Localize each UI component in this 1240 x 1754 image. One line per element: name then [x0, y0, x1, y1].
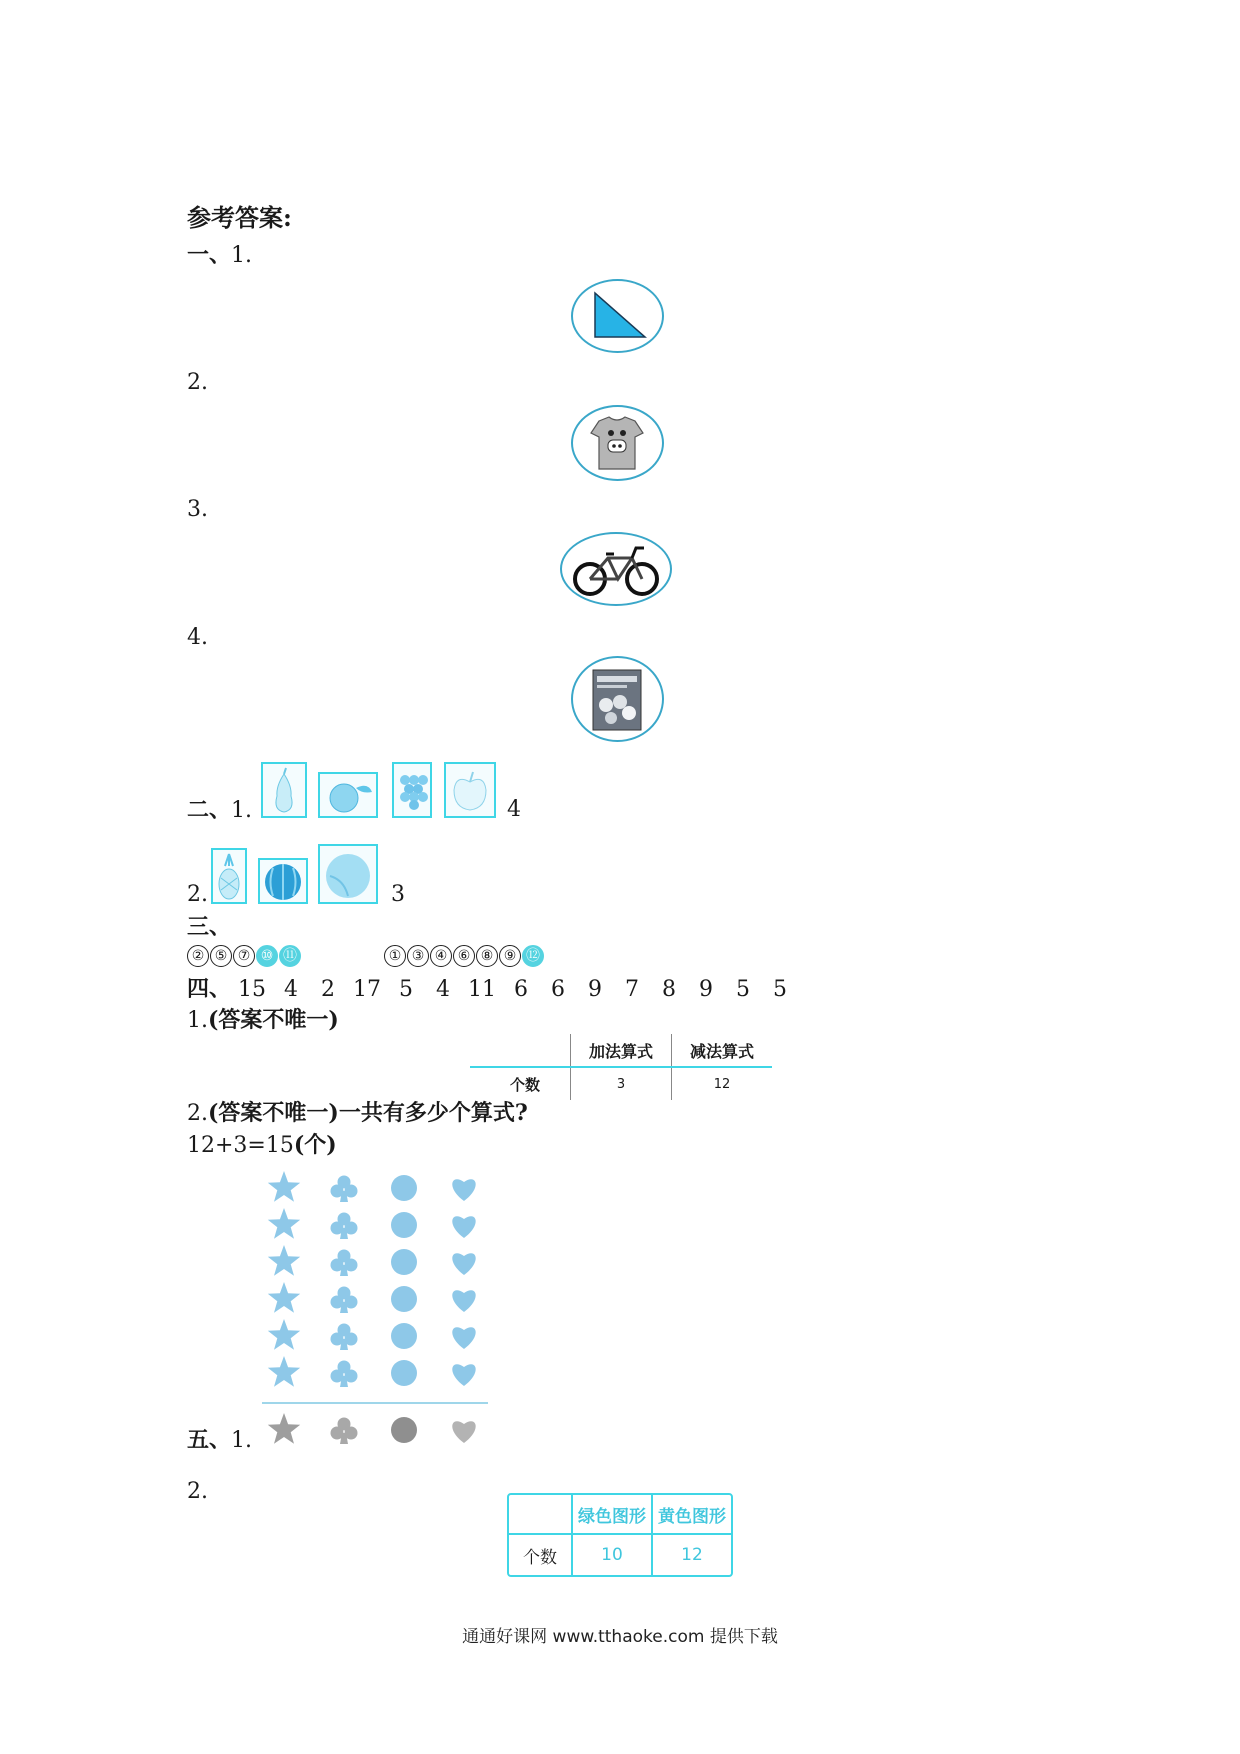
- item-3-label: 3.: [187, 497, 208, 522]
- circled-number: ①: [384, 945, 406, 967]
- equation-expr: 12+3=15: [187, 1133, 294, 1158]
- shape-grid: [262, 1168, 492, 1408]
- s2-row2-prefix: 2.: [187, 882, 208, 907]
- circled-number-highlight: ⑫: [522, 945, 544, 967]
- s3-group-2: [384, 945, 545, 967]
- circled-number: ②: [187, 945, 209, 967]
- section-1-heading: [187, 242, 252, 269]
- t1-header-add: 加法算式: [571, 1034, 672, 1067]
- sequence-number: 5: [736, 977, 751, 1002]
- star-icon: [268, 1282, 300, 1313]
- t1-corner: [470, 1034, 571, 1067]
- grey-shape-row-svg: [262, 1408, 492, 1448]
- heart-icon: [452, 1290, 475, 1312]
- grapes-icon: [394, 764, 430, 816]
- pig-tshirt-icon: [573, 407, 662, 479]
- sequence-number: 17: [353, 977, 382, 1002]
- s4-q2-num: 2.: [187, 1101, 208, 1126]
- s4-q1-text: (答案不唯一): [208, 1007, 339, 1033]
- circle-icon: [391, 1286, 417, 1312]
- pear-box: [261, 762, 307, 818]
- shape-grid-svg: [262, 1168, 492, 1408]
- t2-header-yellow: 黄色图形: [652, 1495, 731, 1534]
- s2-row1-answer: 4: [507, 797, 521, 822]
- heart-icon: [452, 1216, 475, 1238]
- section-5-label: 五、: [187, 1427, 232, 1453]
- book-cover-icon: [573, 658, 662, 740]
- star-icon: [268, 1245, 300, 1276]
- circle-icon: [391, 1175, 417, 1201]
- star-icon: [268, 1413, 300, 1444]
- club-icon: [331, 1418, 358, 1445]
- s5-q1-num: 1.: [231, 1428, 253, 1453]
- sequence-number: 6: [551, 977, 566, 1002]
- circled-number: ⑧: [476, 945, 498, 967]
- circled-number: ⑦: [233, 945, 255, 967]
- grid-divider: [262, 1402, 488, 1404]
- sequence-number: 5: [399, 977, 414, 1002]
- watermelon-icon: [260, 860, 306, 902]
- star-icon: [268, 1356, 300, 1387]
- pear-icon: [263, 764, 305, 816]
- apple-box: [444, 762, 496, 818]
- sequence-number: 11: [468, 977, 497, 1002]
- circled-number: ⑥: [453, 945, 475, 967]
- section-4-label: 四、: [187, 976, 232, 1002]
- section-2-label: 二、: [187, 797, 232, 823]
- tshirt-answer: [571, 405, 664, 481]
- section-5-row1: [187, 1427, 252, 1454]
- item-1-label: 1.: [231, 243, 253, 268]
- club-icon: [331, 1324, 358, 1351]
- heart-icon: [452, 1253, 475, 1275]
- equation-unit: (个): [293, 1132, 337, 1158]
- watermelon-box: [258, 858, 308, 904]
- club-icon: [331, 1250, 358, 1277]
- item-2-label: 2.: [187, 370, 208, 395]
- circled-number-highlight: ⑪: [279, 945, 301, 967]
- equation: [187, 1132, 337, 1159]
- section-3-label: 三、: [187, 914, 232, 940]
- grey-shape-row: [262, 1408, 492, 1448]
- page-footer: 通通好课网 www.tthaoke.com 提供下载: [462, 1627, 778, 1647]
- sequence-number: 4: [284, 977, 299, 1002]
- sequence-number: 15: [238, 977, 267, 1002]
- section-2-row1: [187, 797, 252, 824]
- count-table-1: [470, 1034, 772, 1100]
- t1-add-count: 3: [571, 1067, 672, 1100]
- sequence-number: 6: [514, 977, 529, 1002]
- apple-icon: [446, 764, 494, 816]
- sequence-number: 9: [699, 977, 714, 1002]
- right-triangle-icon: [573, 281, 662, 351]
- club-icon: [331, 1287, 358, 1314]
- s4-q2-text: (答案不唯一)一共有多少个算式?: [208, 1100, 528, 1126]
- circled-number: ④: [430, 945, 452, 967]
- s4-q1-num: 1.: [187, 1008, 208, 1033]
- star-icon: [268, 1171, 300, 1202]
- club-icon: [331, 1213, 358, 1240]
- circle-icon: [391, 1212, 417, 1238]
- t1-sub-count: 12: [713, 1076, 731, 1092]
- pineapple-icon: [213, 850, 245, 902]
- peach-icon: [320, 846, 376, 902]
- s3-group-1: [187, 945, 302, 967]
- s4-q2: [187, 1100, 528, 1127]
- triangle-answer: [571, 279, 664, 353]
- t2-row-label: 个数: [509, 1534, 572, 1575]
- book-answer: [571, 656, 664, 742]
- pineapple-box: [211, 848, 247, 904]
- t2-corner: [509, 1495, 572, 1534]
- s2-row1-prefix: 1.: [231, 798, 253, 823]
- grapes-box: [392, 762, 432, 818]
- heart-icon: [452, 1327, 475, 1349]
- circle-icon: [391, 1323, 417, 1349]
- club-icon: [331, 1176, 358, 1203]
- sequence-number: 5: [773, 977, 788, 1002]
- star-icon: [268, 1208, 300, 1239]
- count-table-2: [507, 1493, 733, 1577]
- s4-q1: [187, 1007, 339, 1034]
- orange-box: [318, 772, 378, 818]
- s5-q2-num: 2.: [187, 1479, 208, 1504]
- bicycle-icon: [562, 534, 670, 604]
- circle-icon: [391, 1360, 417, 1386]
- club-icon: [331, 1361, 358, 1388]
- sequence-number: 7: [625, 977, 640, 1002]
- circled-number-highlight: ⑩: [256, 945, 278, 967]
- number-sequence: [238, 977, 805, 1002]
- sequence-number: 2: [321, 977, 336, 1002]
- circle-icon: [391, 1249, 417, 1275]
- t2-header-green: 绿色图形: [572, 1495, 652, 1534]
- bicycle-answer: [560, 532, 672, 606]
- circled-number: ⑨: [499, 945, 521, 967]
- t1-header-sub: 减法算式: [672, 1034, 773, 1067]
- circled-number: ⑤: [210, 945, 232, 967]
- sequence-number: 9: [588, 977, 603, 1002]
- page-title: 参考答案:: [187, 203, 292, 232]
- peach-box: [318, 844, 378, 904]
- item-4-label: 4.: [187, 625, 208, 650]
- t1-row-label: 个数: [470, 1067, 571, 1100]
- s2-row2-answer: 3: [391, 882, 405, 907]
- circled-number: ③: [407, 945, 429, 967]
- orange-icon: [320, 774, 376, 816]
- sequence-number: 8: [662, 977, 677, 1002]
- section-1-label: 一、: [187, 242, 232, 268]
- section-4-line: [187, 976, 805, 1003]
- circle-icon: [391, 1417, 417, 1443]
- t2-green-count: 10: [572, 1534, 652, 1575]
- star-icon: [268, 1319, 300, 1350]
- heart-icon: [452, 1364, 475, 1386]
- sequence-number: 4: [436, 977, 451, 1002]
- heart-icon: [452, 1179, 475, 1201]
- heart-icon: [452, 1421, 475, 1443]
- t2-yellow-count: 12: [681, 1545, 703, 1565]
